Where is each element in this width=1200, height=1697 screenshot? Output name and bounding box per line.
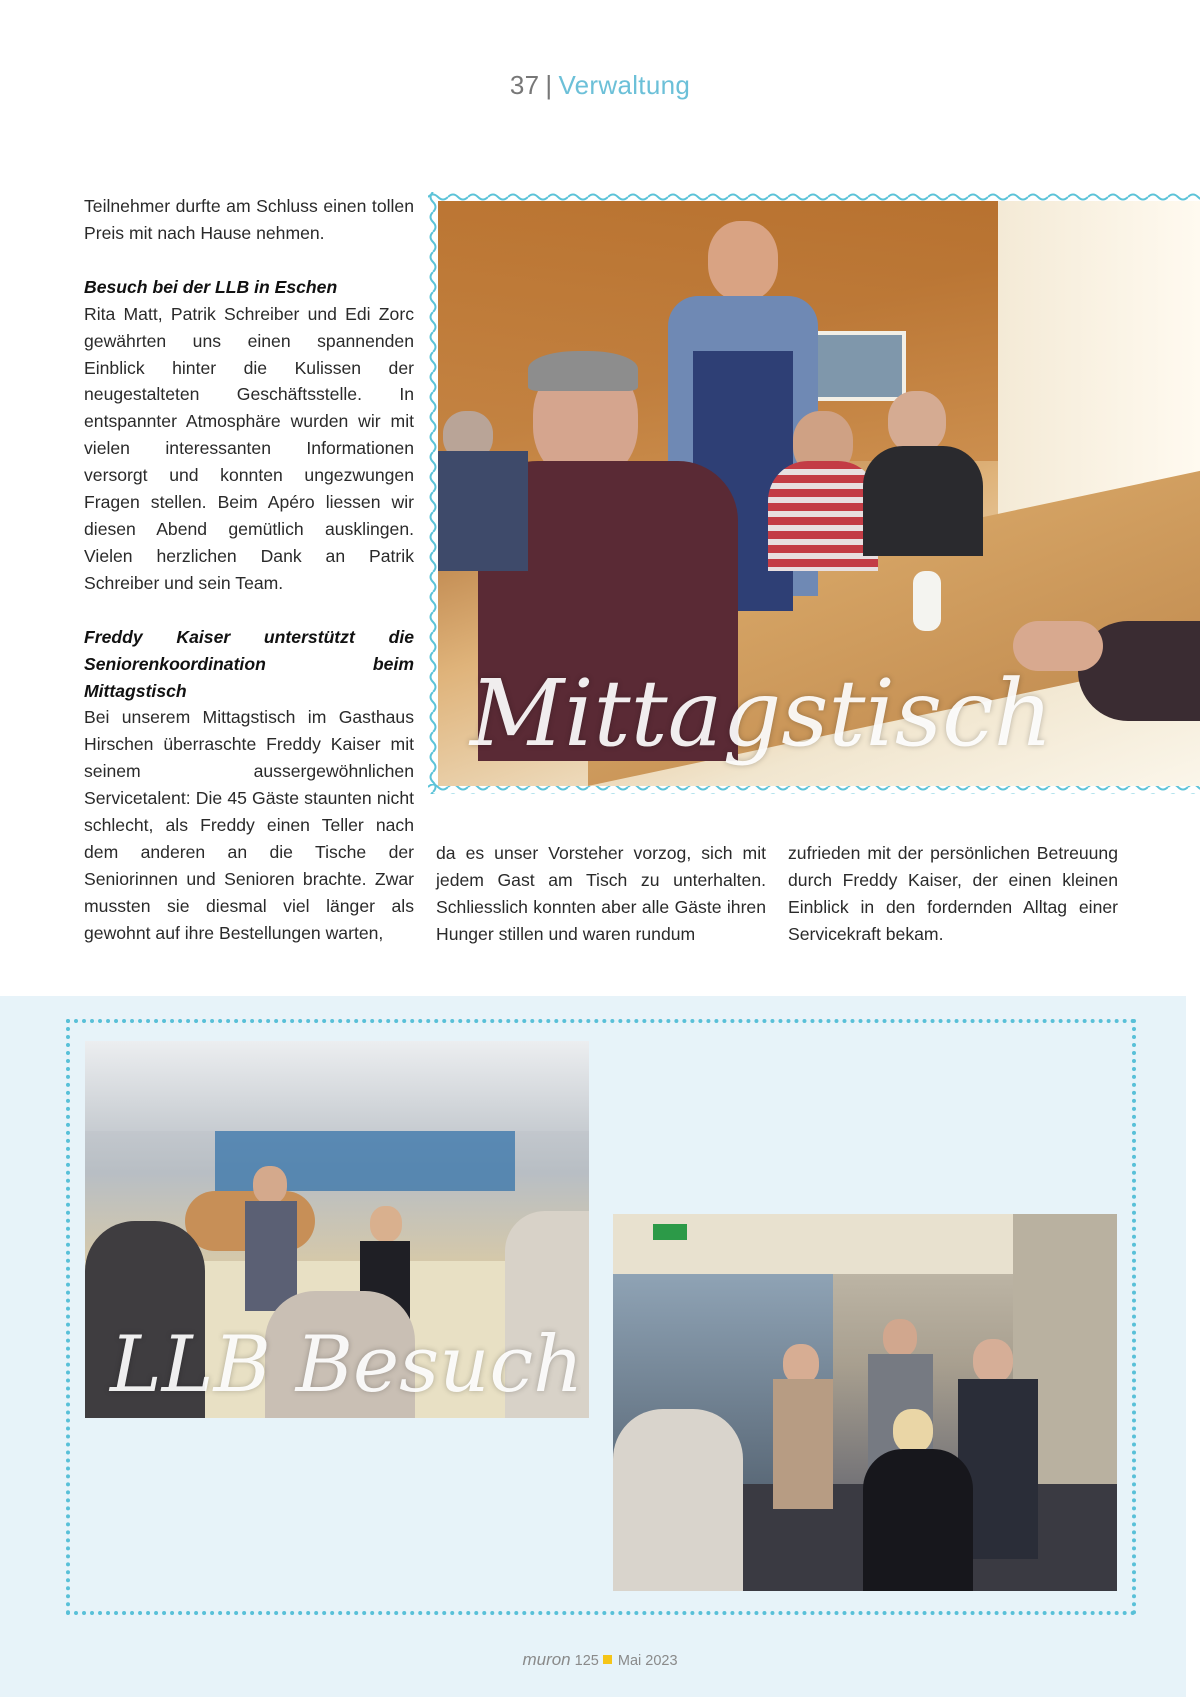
llb-script-caption: LLB Besuch	[110, 1320, 584, 1410]
page-header	[0, 70, 1200, 101]
header-separator: |	[545, 70, 553, 100]
footer-square-icon	[603, 1655, 612, 1664]
footer-brand: muron	[522, 1650, 571, 1669]
page-footer	[0, 1650, 1200, 1670]
freddy-paragraph-part-2: da es unser Vorsteher vorzog, sich mit jedem Gast am Tisch zu unterhalten. Schliesslich konnten aber alle Gäste ihren Hunger stillen und waren rundum	[436, 843, 766, 944]
footer-date: Mai 2023	[617, 1653, 678, 1669]
intro-paragraph: Teilnehmer durfte am Schluss einen tollen Preis mit nach Hause nehmen.	[84, 196, 414, 243]
llb-paragraph: Rita Matt, Patrik Schreiber und Edi Zorc gewährten uns einen spannenden Einblick hinter die Kulissen der neugestalteten Geschäftsstelle. In entspannter Atmosphäre wurden wir mit vielen interessanten Informationen versorgt und konnten ungezwungen Fragen stellen. Beim Apéro liessen wir diesen Abend gemütlich ausklingen. Vielen herzlichen Dank an Patrik Schreiber und sein Team.	[84, 303, 414, 593]
freddy-heading: Freddy Kaiser unterstützt die Seniorenkoordination beim Mittagstisch	[84, 626, 414, 701]
freddy-paragraph-part-1: Bei unserem Mittagstisch im Gasthaus Hirschen überraschte Freddy Kaiser mit seinem aussergewöhnlichen Servicetalent: Die 45 Gäste staunten nicht schlecht, als Freddy einen Teller nach dem anderen an die Tische der Seniorinnen und Senioren brachte. Zwar mussten sie diesmal viel länger als gewohnt auf ihre Bestellungen warten,	[84, 707, 414, 943]
article-column-1	[84, 193, 414, 947]
llb-visit-photo-2	[613, 1214, 1117, 1591]
footer-issue: 125	[574, 1653, 599, 1669]
freddy-paragraph-part-3: zufrieden mit der persönlichen Betreuung durch Freddy Kaiser, der einen kleinen Einblick in den fordernden Alltag einer Servicekraft bekam.	[788, 843, 1118, 944]
article-column-2	[436, 840, 766, 948]
section-title: Verwaltung	[558, 70, 691, 100]
llb-heading: Besuch bei der LLB in Eschen	[84, 276, 338, 297]
page-number: 37	[509, 70, 540, 100]
article-column-3	[788, 840, 1118, 948]
mittagstisch-script-caption: Mittagstisch	[470, 660, 1053, 767]
